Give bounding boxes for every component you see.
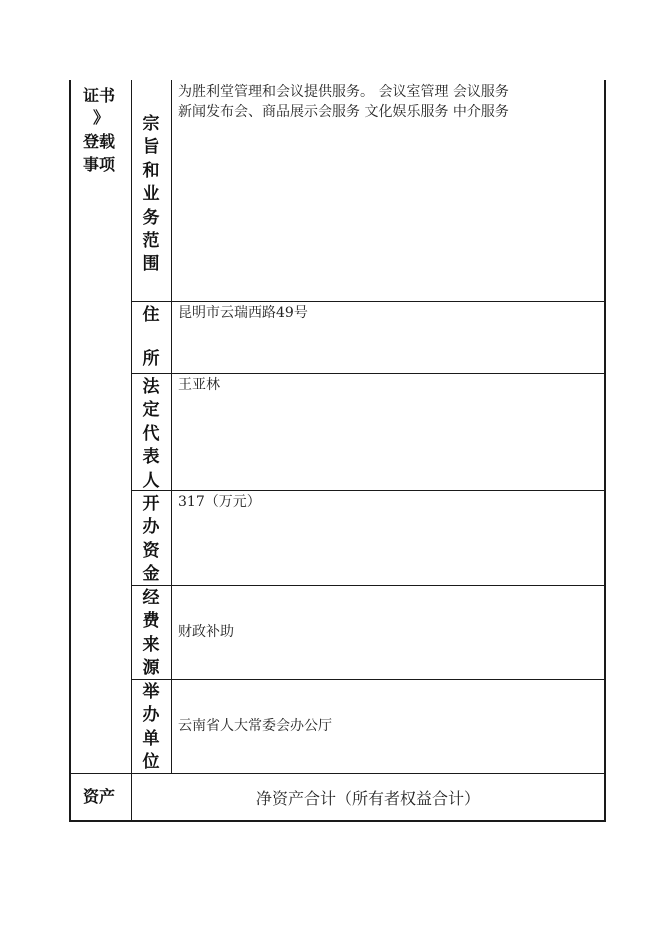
table-divider-col1 xyxy=(131,80,132,821)
table-divider-col2 xyxy=(171,80,172,774)
sponsor-unit-value: 云南省人大常委会办公厅 xyxy=(178,718,332,734)
left-label-line-1: 证书 xyxy=(83,86,116,105)
address-value: 昆明市云瑞西路49号 xyxy=(178,305,308,321)
row-label-funding-source: 经 费 来 源 xyxy=(142,588,160,679)
table-border-bottom xyxy=(69,820,606,822)
row-divider-5 xyxy=(131,679,605,680)
row-divider-1b xyxy=(131,301,172,302)
assets-label: 资产 xyxy=(83,787,116,806)
row-label-purpose-scope: 宗 旨 和 业 务 范 围 xyxy=(142,114,160,275)
funding-source-value: 财政补助 xyxy=(178,624,234,640)
row-label-startup-capital: 开 办 资 金 xyxy=(142,494,160,585)
startup-capital-value: 317（万元） xyxy=(178,494,261,510)
purpose-scope-line-1: 为胜利堂管理和会议提供服务。 会议室管理 会议服务 xyxy=(178,84,509,100)
row-divider-4 xyxy=(131,585,605,586)
table-border-right xyxy=(604,80,606,822)
purpose-scope-line-2: 新闻发布会、商品展示会服务 文化娱乐服务 中介服务 xyxy=(178,104,509,120)
row-divider-2 xyxy=(131,373,605,374)
left-label-line-4: 事项 xyxy=(83,155,116,174)
legal-representative-value: 王亚林 xyxy=(178,377,220,393)
row-divider-1 xyxy=(171,301,605,302)
left-label-line-2: 》 xyxy=(93,108,110,127)
row-label-address: 住 所 xyxy=(142,305,160,369)
row-divider-3 xyxy=(131,490,605,491)
row-label-sponsor-unit: 举 办 单 位 xyxy=(142,682,160,773)
row-label-legal-representative: 法 定 代 表 人 xyxy=(142,377,160,491)
table-border-left xyxy=(69,80,71,822)
assets-value: 净资产合计（所有者权益合计） xyxy=(255,789,480,808)
left-label-line-3: 登载 xyxy=(83,132,116,151)
